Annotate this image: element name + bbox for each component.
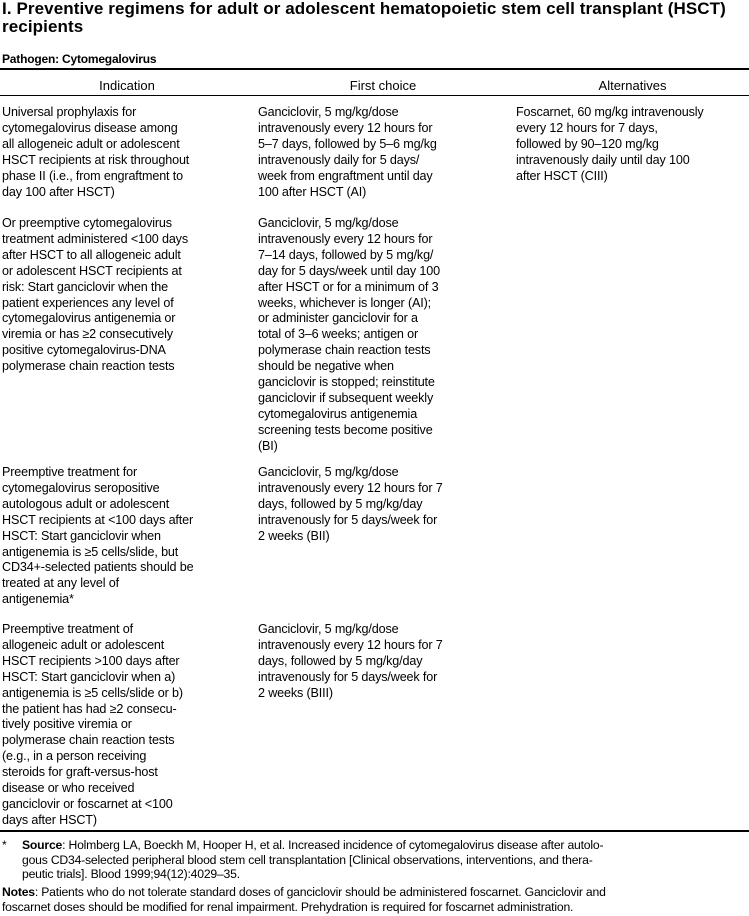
row-4-first-choice: Ganciclovir, 5 mg/kg/dose intravenously every 12 hours for 7 days, followed by 5 mg/kg/day intravenously for 5 days/week for 2 weeks (BIII): [258, 622, 443, 700]
row-1-first-choice: Ganciclovir, 5 mg/kg/dose intravenously every 12 hours for 5–7 days, followed by 5–6 mg/kg intravenously daily for 5 days/ week from engraftment until day 100 after HSCT (AI): [258, 105, 437, 199]
row-4-indication: Preemptive treatment of allogeneic adult or adolescent HSCT recipients >100 days after HSCT: Start ganciclovir when a) antigenemia is ≥5 cells/slide or b) the patient has had ≥2 consecu- tively positive viremia or polymerase chain reaction tests (e.g., in a person receiving steroids for graft-versus-host disease or who received ganciclovir or foscarnet at <100 days after HSCT): [2, 622, 183, 827]
column-header-first-choice: First choice: [349, 78, 417, 93]
pathogen-label: Pathogen: Cytomegalovirus: [2, 52, 157, 66]
notes-label: Notes: [2, 885, 35, 899]
top-rule: [0, 68, 749, 70]
row-1-alternatives: Foscarnet, 60 mg/kg intravenously every 12 hours for 7 days, followed by 90–120 mg/kg intravenously daily until day 100 after HSCT (CIII): [516, 105, 704, 183]
table-notes: [2, 885, 747, 914]
header-rule: [0, 95, 749, 96]
footnote-source-label: Source: [22, 838, 63, 852]
bottom-rule: [0, 830, 749, 832]
column-header-indication: Indication: [99, 78, 155, 93]
footnote-marker: *: [2, 838, 7, 852]
notes-text: : Patients who do not tolerate standard doses of ganciclovir should be administered foscarnet. Ganciclovir and foscarnet doses should be modified for renal impairment. Prehydration is required for foscarnet administration.: [2, 885, 606, 914]
footnote-source: [22, 838, 747, 882]
footnote-source-text: : Holmberg LA, Boeckh M, Hooper H, et al. Increased incidence of cytomegalovirus disease after autolo- gous CD34-selected peripheral blood stem cell transplantation [Clinical observations, interventions, and thera- peutic trials]. Blood 1999;94(12):4029–35.: [22, 838, 604, 881]
row-3-first-choice: Ganciclovir, 5 mg/kg/dose intravenously every 12 hours for 7 days, followed by 5 mg/kg/day intravenously for 5 days/week for 2 weeks (BII): [258, 465, 443, 543]
column-header-alternatives: Alternatives: [598, 78, 667, 93]
row-1-indication: Universal prophylaxis for cytomegalovirus disease among all allogeneic adult or adolescent HSCT recipients at risk throughout phase II (i.e., from engraftment to day 100 after HSCT): [2, 105, 190, 199]
row-2-first-choice: Ganciclovir, 5 mg/kg/dose intravenously every 12 hours for 7–14 days, followed by 5 mg/kg/ day for 5 days/week until day 100 after HSCT or for a minimum of 3 weeks, whichever is longer (AI); or administer ganciclovir for a total of 3–6 weeks; antigen or polymerase chain reaction tests should be negative when ganciclovir is stopped; reinstitute ganciclovir if subsequent weekly cytomegalovirus antigenemia screening tests become positive (BI): [258, 216, 440, 453]
row-3-indication: Preemptive treatment for cytomegalovirus seropositive autologous adult or adolescent HSCT recipients at <100 days after HSCT: Start ganciclovir when antigenemia is ≥5 cells/slide, but CD34+-selected patients should be treated at any level of antigenemia*: [2, 465, 194, 607]
row-2-indication: Or preemptive cytomegalovirus treatment administered <100 days after HSCT to all allogeneic adult or adolescent HSCT recipients at risk: Start ganciclovir when the patient experiences any level of cytomegalovirus antigenemia or viremia or has ≥2 consecutively positive cytomegalovirus-DNA polymerase chain reaction tests: [2, 216, 188, 374]
table-title: I. Preventive regimens for adult or adolescent hematopoietic stem cell transplant (HSCT) recipients: [2, 0, 726, 36]
